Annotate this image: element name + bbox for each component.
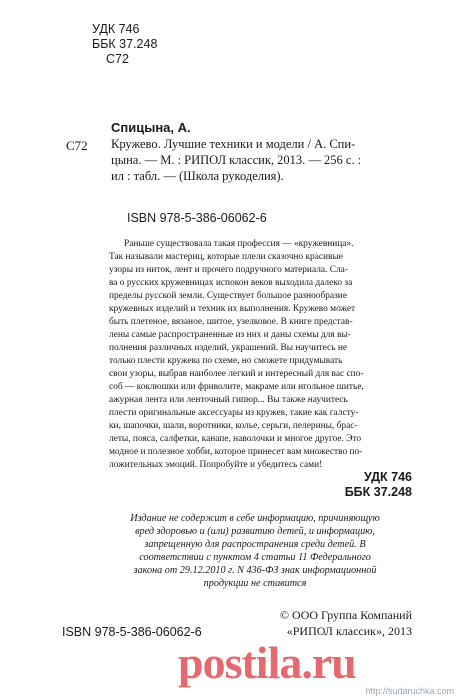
copyright-year: «РИПОЛ классик», 2013 <box>286 624 412 638</box>
annotation-line: соб — коклюшки или фриволите, макраме или игольное шитье, <box>109 382 364 392</box>
annotation-line: Так называли мастериц, которые плели сказочно красивые <box>109 252 343 262</box>
annotation-line: узоры из ниток, лент и прочего подручного материала. Сла- <box>109 265 348 275</box>
notice-line: продукции не ставится <box>203 578 307 589</box>
top-classification-codes <box>92 22 157 67</box>
annotation-line: модное и полезное хобби, которое принесет вам множество по- <box>109 447 363 457</box>
bottom-classification-codes <box>345 470 412 500</box>
watermark-logo-icon <box>170 620 460 690</box>
annotation-line: кружевных изделий и техник их выполнения. Кружево может <box>109 304 356 314</box>
annotation-line: пределы русской земли. Существует большое разнообразие <box>109 291 347 301</box>
title-line: Кружево. Лучшие техники и модели / А. Спи- <box>111 137 356 151</box>
watermark-logo-text: postila.ru <box>178 637 356 688</box>
bbk-code-bottom: ББК 37.248 <box>344 485 412 499</box>
annotation-line: Раньше существовала такая профессия — «кружевница». <box>124 239 354 249</box>
annotation-line: лены самые распространенные из них и даны схемы для вы- <box>109 330 351 340</box>
author-mark: С72 <box>106 52 129 66</box>
annotation-line: быть плетеное, вязаное, шитое, узелковое. В книге представ- <box>109 317 353 327</box>
notice-line: вред здоровью и (или) развитию детей, и информацию, <box>135 526 375 537</box>
annotation-line: плести оригинальные аксессуары из кружев, такие как галсту- <box>109 408 359 418</box>
udk-code: УДК 746 <box>92 22 140 36</box>
bbk-code: ББК 37.248 <box>92 37 158 51</box>
copyright-holder: © ООО Группа Компаний <box>279 608 412 622</box>
notice-line: соответствии с пунктом 4 статьи 11 Федерального <box>139 552 371 563</box>
watermark-url: http://sudaruchka.com <box>365 686 454 696</box>
notice-line: Издание не содержит в себе информацию, причиняющую <box>130 513 380 524</box>
annotation-line: свои узоры, выбрав наиболее легкий и интересный для вас спо- <box>109 369 364 379</box>
title-line: цына. — М. : РИПОЛ классик, 2013. — 256 с. : <box>111 153 362 167</box>
annotation-line: ки, шапочки, шали, воротники, колье, серьги, пелерины, брас- <box>109 421 358 431</box>
isbn-card: ISBN 978-5-386-06062-6 <box>127 211 267 225</box>
annotation-line: ложительных эмоций. Попробуйте и убедитесь сами! <box>109 460 323 470</box>
annotation-line: леты, пояса, салфетки, канапе, наволочки и многое другое. Это <box>109 434 362 444</box>
notice-line: закона от 29.12.2010 г. N 436-ФЗ знак информационной <box>133 565 377 576</box>
title-line: ил : табл. — (Школа рукоделия). <box>111 169 284 183</box>
annotation-line: ажурная лента или ленточный гипюр... Вы также научитесь <box>109 395 348 405</box>
card-author-mark: С72 <box>66 138 88 153</box>
notice-line: запрещенную для распространения среди детей. В <box>144 539 366 550</box>
author-name: Спицына, А. <box>111 120 191 135</box>
annotation-line: полнения различных изделий, украшений. Вы научитесь не <box>109 343 347 353</box>
annotation-line: ва о русских кружевницах испокон веков выходила далеко за <box>109 278 353 288</box>
isbn-bottom: ISBN 978-5-386-06062-6 <box>62 625 202 639</box>
watermark <box>170 620 460 699</box>
annotation-line: только плести кружева по схеме, но сможете придумывать <box>109 356 343 366</box>
udk-code-bottom: УДК 746 <box>363 470 412 484</box>
